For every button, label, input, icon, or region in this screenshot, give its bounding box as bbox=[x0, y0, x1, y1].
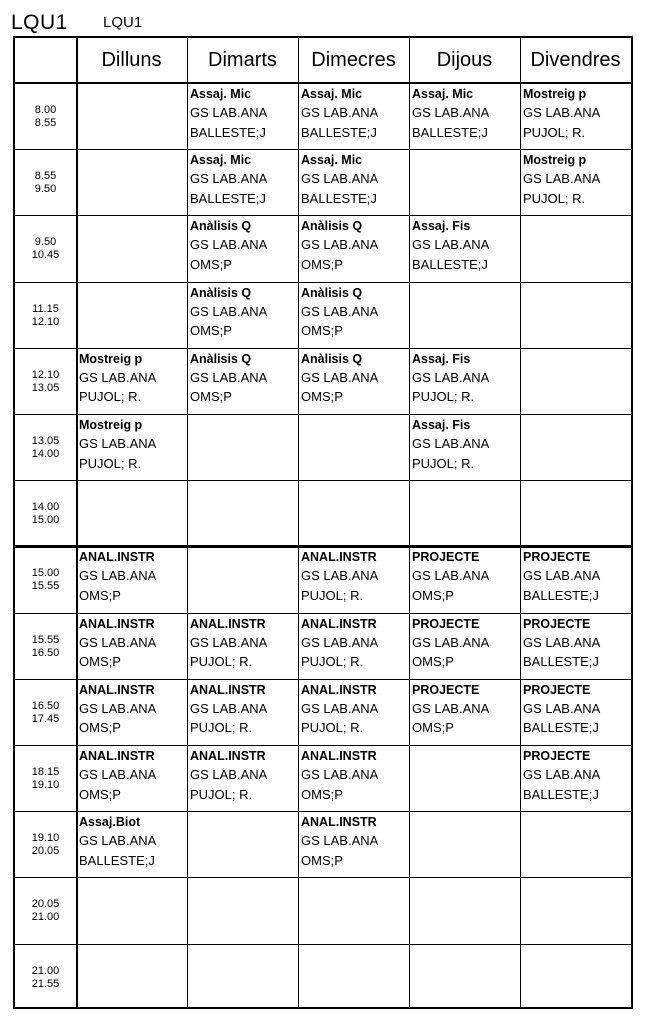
class-room: GS LAB.ANA bbox=[301, 105, 379, 120]
time-end: 16.50 bbox=[31, 646, 60, 659]
class-subject: PROJECTE bbox=[523, 550, 591, 565]
class-cell[interactable] bbox=[410, 216, 520, 281]
time-end: 8.55 bbox=[34, 117, 57, 130]
timetable-grid bbox=[13, 36, 633, 1009]
class-subject: Assaj. Fis bbox=[412, 351, 471, 366]
class-room: GS LAB.ANA bbox=[301, 700, 379, 716]
class-room: GS LAB.ANA bbox=[190, 700, 268, 716]
class-teacher: OMS;P bbox=[79, 654, 121, 670]
class-subject: Assaj. Mic bbox=[301, 87, 363, 101]
class-teacher: BALLESTE;J bbox=[523, 654, 599, 670]
class-subject: Assaj. Mic bbox=[190, 153, 252, 168]
time-start: 12.10 bbox=[31, 368, 60, 381]
class-teacher: PUJOL; R. bbox=[79, 389, 142, 405]
time-slot bbox=[15, 680, 76, 746]
class-teacher: OMS;P bbox=[301, 852, 343, 868]
time-slot bbox=[15, 812, 76, 878]
time-slot bbox=[15, 349, 76, 415]
subtitle: LQU1 bbox=[103, 14, 143, 31]
class-cell[interactable] bbox=[521, 614, 631, 679]
class-cell[interactable] bbox=[188, 614, 298, 679]
time-start: 18.15 bbox=[31, 766, 60, 779]
class-teacher: OMS;P bbox=[412, 654, 454, 670]
class-cell[interactable] bbox=[521, 680, 631, 745]
class-cell[interactable] bbox=[188, 349, 298, 414]
class-room: GS LAB.ANA bbox=[301, 568, 379, 584]
time-slot bbox=[15, 547, 76, 613]
time-end: 21.55 bbox=[31, 977, 60, 990]
day-header: Dijous bbox=[436, 48, 493, 71]
class-teacher: BALLESTE;J bbox=[190, 190, 266, 206]
class-subject: Assaj.Biot bbox=[79, 815, 141, 830]
class-teacher: BALLESTE;J bbox=[301, 190, 377, 206]
class-cell[interactable] bbox=[299, 614, 409, 679]
class-teacher: PUJOL; R. bbox=[190, 786, 253, 802]
class-room: GS LAB.ANA bbox=[301, 369, 379, 385]
title: LQU1 bbox=[11, 11, 68, 34]
time-end: 13.05 bbox=[31, 381, 60, 394]
time-slot bbox=[15, 614, 76, 680]
class-room: GS LAB.ANA bbox=[190, 303, 268, 319]
class-teacher: BALLESTE;J bbox=[523, 786, 599, 802]
class-room: GS LAB.ANA bbox=[412, 369, 490, 385]
class-cell[interactable] bbox=[77, 746, 187, 811]
day-header: Divendres bbox=[530, 48, 621, 71]
class-subject: PROJECTE bbox=[412, 616, 480, 631]
time-slot bbox=[15, 746, 76, 812]
class-room: GS LAB.ANA bbox=[412, 105, 490, 120]
class-room: GS LAB.ANA bbox=[412, 436, 490, 451]
class-teacher: OMS;P bbox=[412, 720, 454, 736]
time-start: 15.55 bbox=[31, 633, 60, 646]
time-start: 11.15 bbox=[32, 302, 59, 315]
class-subject: ANAL.INSTR bbox=[301, 749, 377, 763]
class-room: GS LAB.ANA bbox=[190, 767, 268, 782]
class-teacher: PUJOL; R. bbox=[523, 124, 586, 140]
class-room: GS LAB.ANA bbox=[412, 700, 490, 716]
time-start: 15.00 bbox=[31, 567, 60, 580]
class-teacher: OMS;P bbox=[301, 786, 343, 802]
class-cell[interactable] bbox=[299, 680, 409, 745]
class-room: GS LAB.ANA bbox=[190, 634, 268, 650]
class-room: GS LAB.ANA bbox=[523, 171, 601, 187]
class-subject: Anàlisis Q bbox=[301, 219, 363, 234]
class-room: GS LAB.ANA bbox=[523, 767, 601, 782]
class-room: GS LAB.ANA bbox=[523, 700, 601, 716]
class-teacher: OMS;P bbox=[190, 256, 232, 272]
class-teacher: OMS;P bbox=[301, 256, 343, 272]
class-cell[interactable] bbox=[299, 216, 409, 281]
class-subject: Mostreig p bbox=[523, 87, 587, 101]
grid-line bbox=[15, 480, 631, 481]
class-cell[interactable] bbox=[410, 349, 520, 414]
class-teacher: BALLESTE;J bbox=[79, 852, 155, 868]
time-end: 21.00 bbox=[31, 911, 60, 924]
class-room: GS LAB.ANA bbox=[79, 369, 157, 385]
time-start: 8.00 bbox=[34, 104, 57, 117]
class-teacher: PUJOL; R. bbox=[79, 455, 142, 471]
class-teacher: OMS;P bbox=[301, 323, 343, 339]
day-header: Dimecres bbox=[311, 48, 396, 71]
class-subject: ANAL.INSTR bbox=[301, 550, 377, 565]
time-start: 13.05 bbox=[31, 435, 60, 448]
class-subject: PROJECTE bbox=[523, 749, 591, 763]
class-teacher: PUJOL; R. bbox=[190, 654, 253, 670]
class-cell[interactable] bbox=[188, 746, 298, 811]
time-end: 15.00 bbox=[31, 514, 60, 527]
time-slot bbox=[15, 415, 76, 481]
class-room: GS LAB.ANA bbox=[301, 171, 379, 187]
day-header: Dimarts bbox=[208, 48, 277, 71]
class-cell[interactable] bbox=[299, 349, 409, 414]
class-room: GS LAB.ANA bbox=[190, 171, 268, 187]
time-end: 9.50 bbox=[34, 183, 57, 196]
time-slot bbox=[15, 878, 76, 944]
class-cell[interactable] bbox=[410, 547, 520, 612]
class-room: GS LAB.ANA bbox=[523, 634, 601, 650]
class-subject: Assaj. Fis bbox=[412, 418, 471, 432]
class-room: GS LAB.ANA bbox=[79, 568, 157, 584]
class-cell[interactable] bbox=[299, 746, 409, 811]
class-room: GS LAB.ANA bbox=[523, 568, 601, 584]
class-subject: ANAL.INSTR bbox=[301, 815, 377, 830]
time-start: 19.10 bbox=[31, 832, 60, 845]
class-subject: Mostreig p bbox=[79, 418, 143, 432]
class-cell[interactable] bbox=[410, 614, 520, 679]
grid-line bbox=[15, 944, 631, 945]
class-subject: ANAL.INSTR bbox=[190, 682, 266, 697]
class-cell[interactable] bbox=[77, 349, 187, 414]
time-end: 17.45 bbox=[31, 712, 60, 725]
time-end: 10.45 bbox=[31, 249, 60, 262]
class-room: GS LAB.ANA bbox=[79, 436, 157, 451]
class-cell[interactable] bbox=[410, 415, 520, 480]
class-subject: Mostreig p bbox=[79, 351, 143, 366]
class-room: GS LAB.ANA bbox=[190, 369, 268, 385]
class-room: GS LAB.ANA bbox=[301, 634, 379, 650]
class-subject: PROJECTE bbox=[523, 682, 591, 697]
class-room: GS LAB.ANA bbox=[79, 700, 157, 716]
class-teacher: BALLESTE;J bbox=[412, 124, 488, 140]
class-cell[interactable] bbox=[77, 415, 187, 480]
class-subject: ANAL.INSTR bbox=[79, 616, 155, 631]
class-room: GS LAB.ANA bbox=[301, 767, 379, 782]
class-room: GS LAB.ANA bbox=[190, 105, 268, 120]
class-subject: Assaj. Mic bbox=[190, 87, 252, 101]
class-subject: ANAL.INSTR bbox=[79, 749, 155, 763]
class-teacher: PUJOL; R. bbox=[301, 587, 364, 603]
time-start: 21.00 bbox=[31, 964, 60, 977]
class-subject: Assaj. Fis bbox=[412, 219, 471, 234]
time-end: 19.10 bbox=[31, 779, 60, 792]
class-teacher: BALLESTE;J bbox=[190, 124, 266, 140]
class-subject: Assaj. Mic bbox=[412, 87, 474, 101]
time-end: 20.05 bbox=[31, 845, 60, 858]
class-cell[interactable] bbox=[521, 150, 631, 215]
class-cell[interactable] bbox=[77, 614, 187, 679]
class-cell[interactable] bbox=[188, 680, 298, 745]
class-teacher: BALLESTE;J bbox=[523, 720, 599, 736]
class-room: GS LAB.ANA bbox=[79, 767, 157, 782]
class-room: GS LAB.ANA bbox=[301, 303, 379, 319]
class-room: GS LAB.ANA bbox=[301, 237, 379, 253]
time-end: 15.55 bbox=[31, 580, 60, 593]
class-subject: Anàlisis Q bbox=[301, 351, 363, 366]
time-end: 12.10 bbox=[31, 315, 60, 328]
class-room: GS LAB.ANA bbox=[523, 105, 601, 120]
time-slot bbox=[15, 216, 76, 282]
class-teacher: OMS;P bbox=[190, 323, 232, 339]
class-cell[interactable] bbox=[410, 680, 520, 745]
time-start: 20.05 bbox=[31, 898, 60, 911]
class-cell[interactable] bbox=[299, 150, 409, 215]
class-teacher: PUJOL; R. bbox=[190, 720, 253, 736]
class-teacher: OMS;P bbox=[79, 587, 121, 603]
class-teacher: PUJOL; R. bbox=[523, 190, 586, 206]
class-cell[interactable] bbox=[299, 547, 409, 612]
class-cell[interactable] bbox=[299, 283, 409, 348]
class-subject: Anàlisis Q bbox=[301, 285, 363, 300]
class-cell[interactable] bbox=[188, 283, 298, 348]
class-teacher: OMS;P bbox=[190, 389, 232, 405]
class-cell[interactable] bbox=[521, 547, 631, 612]
grid-line bbox=[409, 38, 410, 1007]
time-slot bbox=[15, 283, 76, 349]
class-subject: Anàlisis Q bbox=[190, 351, 252, 366]
time-start: 16.50 bbox=[31, 699, 60, 712]
time-slot bbox=[15, 945, 76, 1011]
class-subject: PROJECTE bbox=[523, 616, 591, 631]
time-start: 9.50 bbox=[34, 236, 57, 249]
class-room: GS LAB.ANA bbox=[412, 237, 490, 253]
class-subject: ANAL.INSTR bbox=[301, 682, 377, 697]
class-cell[interactable] bbox=[77, 547, 187, 612]
class-cell[interactable] bbox=[77, 812, 187, 877]
class-cell[interactable] bbox=[188, 150, 298, 215]
class-cell[interactable] bbox=[521, 84, 631, 149]
class-room: GS LAB.ANA bbox=[412, 568, 490, 584]
day-header: Dilluns bbox=[101, 48, 162, 71]
class-teacher: OMS;P bbox=[79, 720, 121, 736]
class-room: GS LAB.ANA bbox=[79, 634, 157, 650]
class-subject: ANAL.INSTR bbox=[190, 749, 266, 763]
class-room: GS LAB.ANA bbox=[79, 833, 157, 849]
class-room: GS LAB.ANA bbox=[190, 237, 268, 253]
class-subject: ANAL.INSTR bbox=[301, 616, 377, 631]
class-cell[interactable] bbox=[521, 746, 631, 811]
grid-line bbox=[15, 877, 631, 878]
class-subject: ANAL.INSTR bbox=[190, 616, 266, 631]
class-room: GS LAB.ANA bbox=[412, 634, 490, 650]
class-subject: ANAL.INSTR bbox=[79, 550, 155, 565]
time-slot bbox=[15, 150, 76, 216]
class-teacher: OMS;P bbox=[301, 389, 343, 405]
class-subject: Anàlisis Q bbox=[190, 219, 252, 234]
time-end: 14.00 bbox=[31, 448, 60, 461]
class-subject: ANAL.INSTR bbox=[79, 682, 155, 697]
class-room: GS LAB.ANA bbox=[301, 833, 379, 849]
class-cell[interactable] bbox=[299, 812, 409, 877]
class-subject: Mostreig p bbox=[523, 153, 587, 168]
time-start: 8.55 bbox=[34, 170, 57, 183]
class-cell[interactable] bbox=[188, 84, 298, 149]
class-teacher: BALLESTE;J bbox=[523, 587, 599, 603]
class-teacher: OMS;P bbox=[412, 587, 454, 603]
class-teacher: PUJOL; R. bbox=[412, 455, 475, 471]
time-slot bbox=[15, 481, 76, 547]
class-teacher: PUJOL; R. bbox=[301, 720, 364, 736]
class-teacher: PUJOL; R. bbox=[412, 389, 475, 405]
class-subject: PROJECTE bbox=[412, 682, 480, 697]
class-cell[interactable] bbox=[299, 84, 409, 149]
time-slot bbox=[15, 84, 76, 150]
class-teacher: BALLESTE;J bbox=[301, 124, 377, 140]
class-cell[interactable] bbox=[410, 84, 520, 149]
time-start: 14.00 bbox=[31, 501, 60, 514]
class-subject: PROJECTE bbox=[412, 550, 480, 565]
class-subject: Anàlisis Q bbox=[190, 285, 252, 300]
class-teacher: PUJOL; R. bbox=[301, 654, 364, 670]
class-cell[interactable] bbox=[77, 680, 187, 745]
class-teacher: BALLESTE;J bbox=[412, 256, 488, 272]
class-teacher: OMS;P bbox=[79, 786, 121, 802]
class-subject: Assaj. Mic bbox=[301, 153, 363, 168]
class-cell[interactable] bbox=[188, 216, 298, 281]
